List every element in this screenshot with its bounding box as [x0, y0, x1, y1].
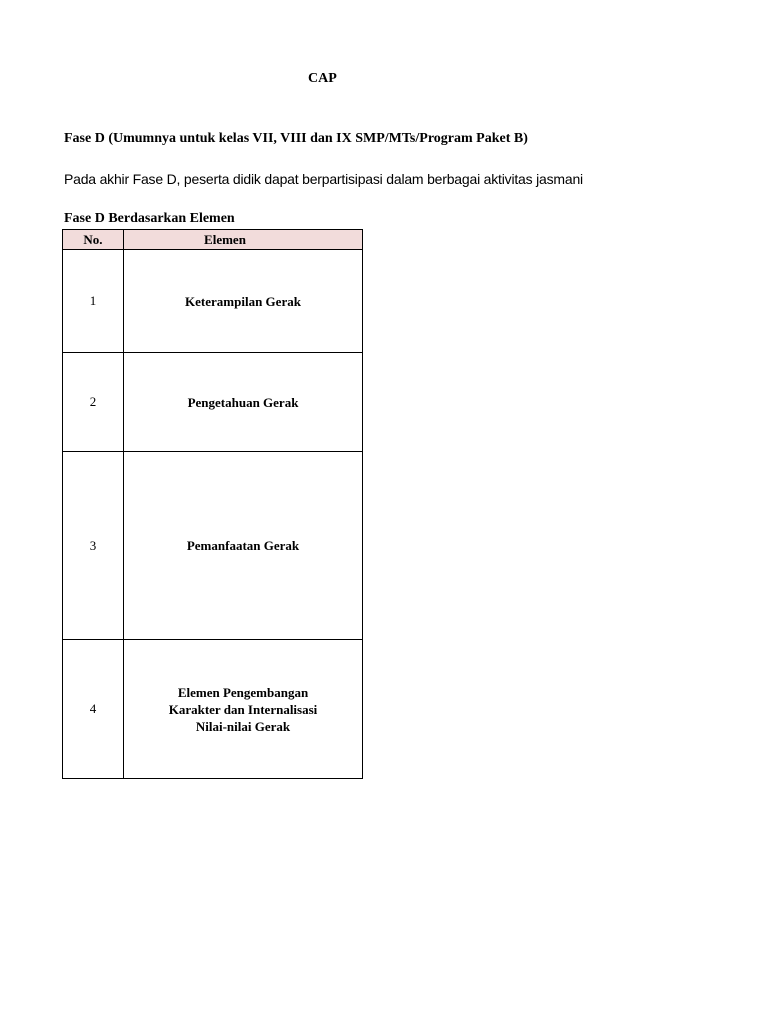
- row-number: 3: [63, 452, 124, 640]
- table-row: [63, 353, 363, 452]
- element-label: Elemen Pengembangan Karakter dan Internalisasi Nilai-nilai Gerak: [168, 684, 318, 734]
- document-title: CAP: [308, 71, 337, 86]
- table-row: [63, 640, 363, 779]
- element-label: Pemanfaatan Gerak: [186, 538, 300, 553]
- phase-heading: Fase D (Umumnya untuk kelas VII, VIII dan IX SMP/MTs/Program Paket B): [64, 131, 528, 146]
- element-label: Keterampilan Gerak: [185, 293, 301, 309]
- row-number: 1: [63, 250, 124, 353]
- row-number: 2: [63, 353, 124, 452]
- elements-heading: Fase D Berdasarkan Elemen: [64, 211, 235, 226]
- phase-description: Pada akhir Fase D, peserta didik dapat berpartisipasi dalam berbagai aktivitas jasmani: [64, 171, 583, 187]
- element-name: [124, 353, 363, 452]
- header-element: Elemen: [124, 230, 363, 250]
- table-row: [63, 250, 363, 353]
- element-name: [124, 250, 363, 353]
- header-no: No.: [63, 230, 124, 250]
- element-name: [124, 452, 363, 640]
- element-name: [124, 640, 363, 779]
- row-number: 4: [63, 640, 124, 779]
- elements-table: [62, 229, 363, 779]
- element-label: Pengetahuan Gerak: [187, 394, 299, 410]
- table-header-row: [63, 230, 363, 250]
- table-row: [63, 452, 363, 640]
